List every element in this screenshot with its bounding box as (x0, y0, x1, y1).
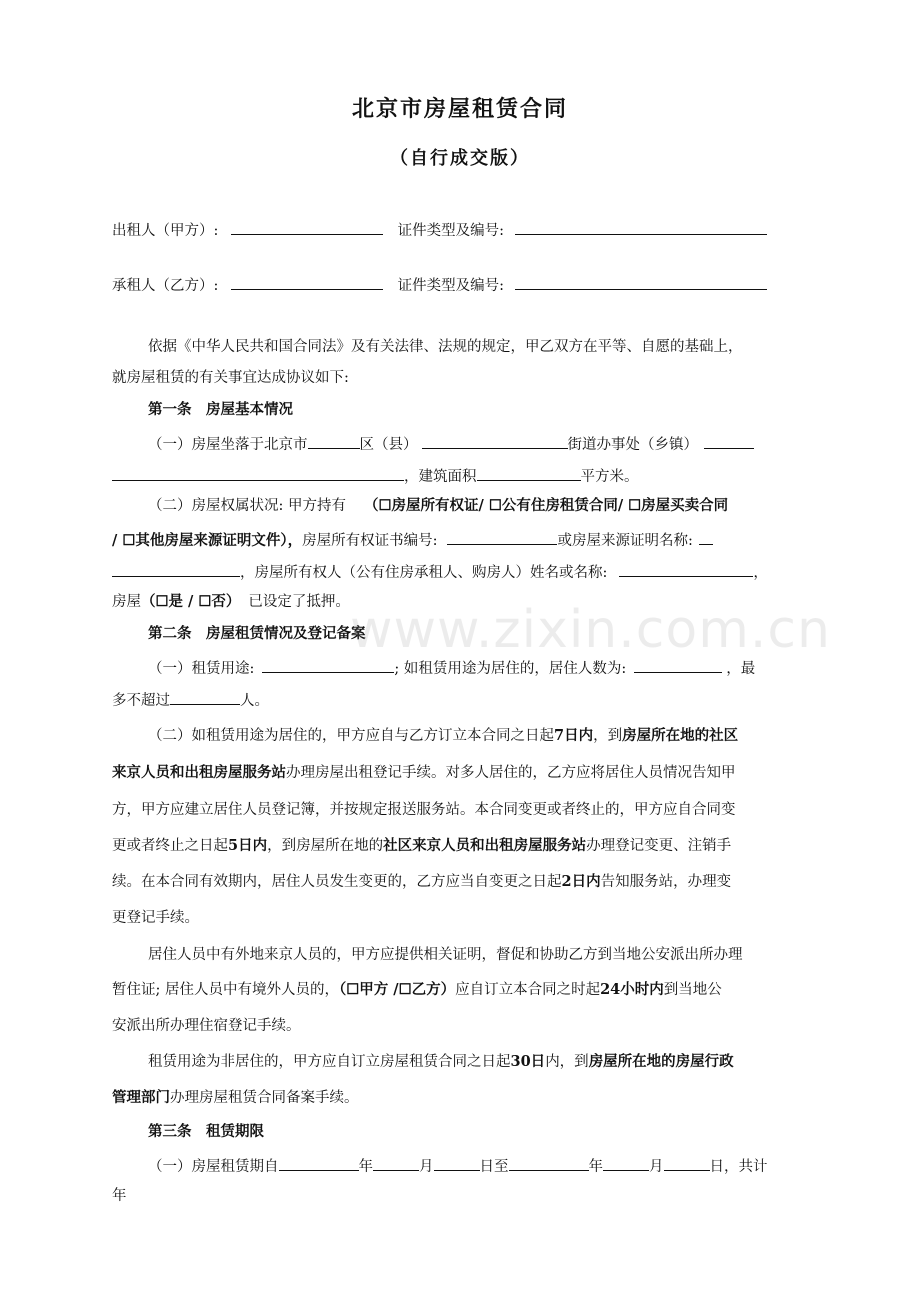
article-1-2-line-2 (112, 528, 812, 551)
article-1-1-line-1 (148, 432, 848, 455)
article-2-2-line-5 (112, 872, 812, 892)
a1-location-text: （一）房屋坐落于北京市 (148, 437, 308, 453)
a1-street-text: 街道办事处（乡镇） (567, 437, 698, 453)
township-blank[interactable] (704, 432, 754, 449)
intro-line-2: 就房屋租赁的有关事宜达成协议如下: (112, 370, 349, 386)
notify-text: 告知服务站，办理变 (600, 874, 732, 890)
registration-to: ，到 (593, 728, 623, 744)
max-unit: 人。 (240, 693, 269, 709)
mortgage-text: 已设定了抵押。 (248, 594, 350, 610)
ownership-text: （二）房屋权属状况: 甲方持有 (148, 498, 346, 514)
residents-label: ; 如租赁用途为居住的，居住人数为: (394, 661, 627, 677)
usage-label: （一）租赁用途: (148, 661, 255, 677)
party-a-label: 出租人（甲方）: (112, 223, 219, 239)
article-1-2-line-3 (112, 560, 812, 583)
max-residents-blank[interactable] (170, 688, 240, 705)
start-day-unit: 日至 (479, 1159, 509, 1175)
article-3-heading: 第三条 租赁期限 (148, 1123, 264, 1140)
street-blank[interactable] (422, 432, 568, 449)
deadline-24-hours: 24小时内 (600, 981, 664, 998)
source-doc-blank-start[interactable] (699, 528, 713, 545)
article-2-2-line-4 (112, 836, 812, 856)
nonresidential-text: 租赁用途为非居住的，甲方应自订立房屋租赁合同之日起 (148, 1054, 511, 1070)
max-label: 多不超过 (112, 693, 170, 709)
service-station-1b: 来京人员和出租房屋服务站 (112, 764, 286, 781)
article-1-heading: 第一条 房屋基本情况 (148, 401, 293, 418)
resident-change-text: 续。在本合同有效期内，居住人员发生变更的，乙方应当自变更之日起 (112, 874, 562, 890)
party-options: （☐甲方 /☐乙方） (339, 981, 456, 998)
owner-name-label: ，房屋所有权人（公有住房承租人、购房人）姓名或名称: (240, 565, 608, 581)
start-year-blank[interactable] (279, 1154, 359, 1171)
end-year-unit: 年 (588, 1159, 603, 1175)
deadline-7-days: 7日内 (554, 727, 594, 744)
party-a-row (112, 218, 812, 241)
other-certificate-option: / ☐其他房屋来源证明文件）， (112, 532, 303, 549)
article-2-1-line-2 (112, 688, 812, 711)
mortgage-options: （☐是 / ☐否） (141, 593, 241, 610)
service-station-2: 社区来京人员和出租房屋服务站 (383, 837, 587, 854)
document-title: 北京市房屋租赁合同 (351, 96, 568, 122)
paragraph-nonlocal-line-1: 居住人员中有外地来京人员的，甲方应提供相关证明，督促和协助乙方到当地公安派出所办理 (148, 947, 743, 963)
article-2-heading: 第二条 房屋租赁情况及登记备案 (148, 625, 366, 642)
deadline-5-days: 5日内 (228, 837, 268, 854)
id-blank-a[interactable] (515, 218, 767, 235)
end-month-unit: 月 (649, 1159, 664, 1175)
party-b-row (112, 273, 812, 296)
change-text-3: 办理登记变更、注销手 (586, 838, 732, 854)
foreign-resident-text: 暂住证; 居住人员中有境外人员的， (112, 982, 339, 998)
article-2-2-line-2 (112, 763, 812, 783)
watermark: www.zixin.com.cn (350, 600, 831, 660)
area-label: ，建筑面积 (404, 469, 477, 485)
housing-admin-2: 管理部门 (112, 1089, 170, 1106)
source-doc-label: 或房屋来源证明名称: (557, 533, 693, 549)
intro-line-1: 依据《中华人民共和国合同法》及有关法律、法规的规定，甲乙双方在平等、自愿的基础上， (148, 339, 743, 355)
end-year-blank[interactable] (509, 1154, 589, 1171)
start-day-blank[interactable] (434, 1154, 480, 1171)
service-station-1a: 房屋所在地的社区 (622, 727, 739, 744)
address-blank[interactable] (112, 464, 404, 481)
end-day-unit: 日，共计 (709, 1159, 768, 1175)
article-2-2-line-3: 方，甲方应建立居住人员登记簿，并按规定报送服务站。本合同变更或者终止的，甲方应自合同变 (112, 802, 736, 818)
a1-district-text: 区（县） (359, 437, 418, 453)
certificate-number-label: 房屋所有权证书编号: (302, 533, 438, 549)
end-month-blank[interactable] (603, 1154, 649, 1171)
paragraph-nonlocal-line-2 (112, 980, 812, 1000)
district-blank[interactable] (308, 432, 360, 449)
paragraph-nonlocal-line-3: 安派出所办理住宿登记手续。 (112, 1018, 301, 1034)
id-blank-b[interactable] (515, 273, 767, 290)
end-day-blank[interactable] (664, 1154, 710, 1171)
owner-comma: ， (753, 565, 768, 581)
area-unit: 平方米。 (580, 469, 639, 485)
from-contract-text: 应自订立本合同之时起 (455, 982, 601, 998)
article-2-2-line-1 (148, 726, 848, 746)
article-1-1-line-2 (112, 464, 812, 487)
term-start-label: （一）房屋租赁期自 (148, 1159, 279, 1175)
housing-admin-1: 房屋所在地的房屋行政 (588, 1053, 734, 1070)
paragraph-nonresidential-line-2 (112, 1088, 812, 1108)
article-1-2-line-1 (148, 496, 848, 516)
certificate-options: （☐房屋所有权证/ ☐公有住房租赁合同/ ☐房屋买卖合同 (364, 497, 729, 514)
party-a-blank[interactable] (231, 218, 383, 235)
article-2-2-line-6: 更登记手续。 (112, 910, 199, 926)
start-year-unit: 年 (358, 1159, 373, 1175)
nonresidential-to: 内，到 (545, 1054, 589, 1070)
article-3-1-line-1 (148, 1154, 848, 1177)
area-blank[interactable] (477, 464, 581, 481)
change-text-2: ，到房屋所在地的 (267, 838, 384, 854)
change-text-1: 更或者终止之日起 (112, 838, 228, 854)
registration-text-1: （二）如租赁用途为居住的，甲方应自与乙方订立本合同之日起 (148, 728, 554, 744)
registration-text-2: 办理房屋出租登记手续。对多人居住的，乙方应将居住人员情况告知甲 (286, 765, 736, 781)
start-month-blank[interactable] (373, 1154, 419, 1171)
to-local-text: 到当地公 (663, 982, 722, 998)
id-label-a: 证件类型及编号: (397, 223, 504, 239)
party-b-blank[interactable] (231, 273, 383, 290)
party-b-label: 承租人（乙方）: (112, 278, 219, 294)
document-subtitle: （自行成交版） (390, 148, 530, 169)
deadline-2-days: 2日内 (561, 873, 601, 890)
max-prefix: ，最 (726, 661, 756, 677)
certificate-number-blank[interactable] (447, 528, 557, 545)
source-doc-blank[interactable] (112, 560, 240, 577)
start-month-unit: 月 (419, 1159, 434, 1175)
filing-text: 办理房屋租赁合同备案手续。 (170, 1090, 359, 1106)
article-3-1-line-2: 年 (112, 1188, 127, 1204)
paragraph-nonresidential-line-1 (148, 1052, 848, 1072)
deadline-30-days: 30日 (510, 1053, 546, 1070)
mortgage-prefix: 房屋 (112, 594, 141, 610)
owner-name-blank[interactable] (619, 560, 753, 577)
id-label-b: 证件类型及编号: (397, 278, 504, 294)
